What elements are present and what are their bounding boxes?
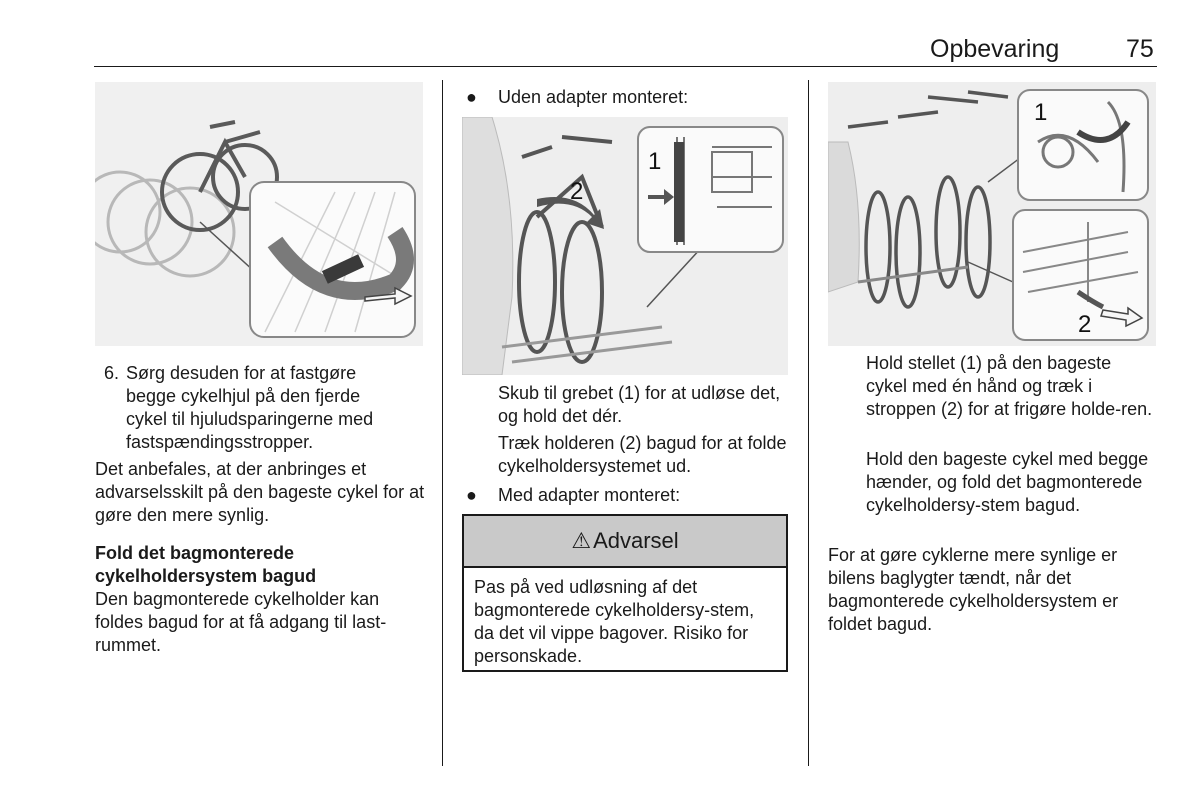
step-text: Sørg desuden for at fastgøre begge cykelhjul på den fjerde cykel til hjuludsparingerne med fastspændingsstropper. — [126, 363, 374, 452]
warning-text: Pas på ved udløsning af det bagmonterede cykelholdersy-stem, da det vil vippe bagover. Risiko for personskade. — [474, 577, 755, 666]
rack-release-illustration — [462, 117, 788, 375]
body-paragraph: Det anbefales, at der anbringes et advarselsskilt på den bageste cykel for at gøre den mere synlig. — [95, 459, 425, 525]
body-paragraph: Den bagmonterede cykelholder kan foldes bagud for at få adgang til last-rummet. — [95, 589, 387, 655]
column-divider — [808, 80, 809, 766]
bullet-text: Uden adapter monteret: — [498, 87, 689, 107]
body-paragraph: For at gøre cyklerne mere synlige er bilens baglygter tændt, når det bagmonterede cykelholdersystem er foldet bagud. — [828, 545, 1119, 634]
bullet-icon: ● — [466, 485, 477, 505]
bullet-text: Med adapter monteret: — [498, 485, 681, 505]
callout-label-1: 1 — [648, 148, 662, 175]
instruction-paragraph: Skub til grebet (1) for at udløse det, og hold det dér. — [498, 383, 781, 426]
bike-strap-illustration — [95, 82, 423, 346]
warning-title: Advarsel — [593, 528, 679, 553]
step-number: 6. — [104, 363, 120, 383]
bullet-icon: ● — [466, 87, 477, 107]
warning-triangle-icon: ⚠ — [571, 528, 592, 553]
header-rule — [94, 66, 1157, 67]
rack-fold-illustration — [828, 82, 1156, 346]
callout-label-1: 1 — [1034, 99, 1048, 126]
callout-label-2: 2 — [1078, 311, 1092, 338]
instruction-paragraph: Hold den bageste cykel med begge hænder, og fold det bagmonterede cykelholdersy-stem bagud. — [866, 449, 1149, 515]
warning-box — [462, 514, 788, 672]
page-number: 75 — [1126, 35, 1154, 63]
callout-label-2: 2 — [570, 178, 584, 205]
instruction-paragraph: Hold stellet (1) på den bageste cykel med én hånd og træk i stroppen (2) for at frigøre holde-ren. — [866, 353, 1153, 419]
instruction-paragraph: Træk holderen (2) bagud for at folde cykelholdersystemet ud. — [498, 433, 787, 476]
step-item-6 — [104, 362, 404, 454]
column-divider — [442, 80, 443, 766]
section-heading: Fold det bagmonterede cykelholdersystem bagud — [95, 543, 317, 586]
warning-header — [464, 516, 786, 568]
section-title: Opbevaring — [930, 35, 1060, 63]
